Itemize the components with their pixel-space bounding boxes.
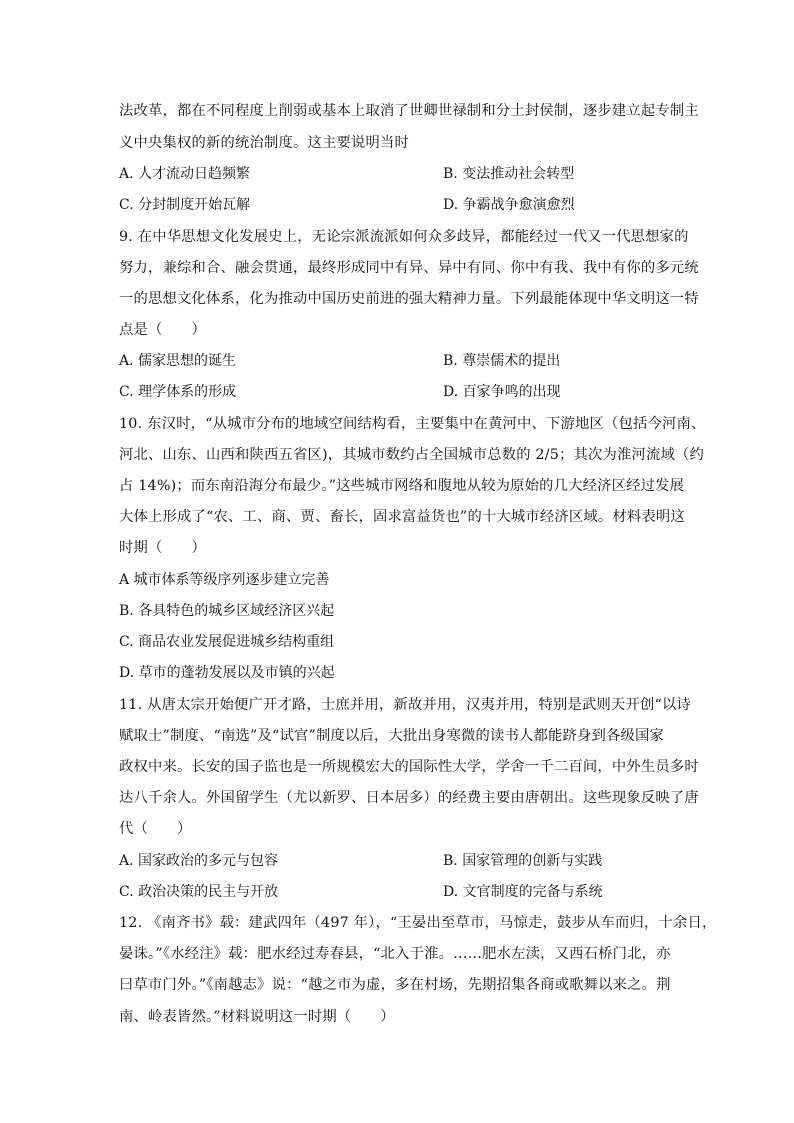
q11-option-d: D. 文官制度的完备与系统 xyxy=(443,884,603,900)
q10-option-b: B. 各具特色的城乡区域经济区兴起 xyxy=(119,603,335,619)
q9-option-b: B. 尊崇儒术的提出 xyxy=(443,353,561,369)
q8-option-b: B. 变法推动社会转型 xyxy=(443,166,575,182)
q11-option-b: B. 国家管理的创新与实践 xyxy=(443,853,603,869)
q11-line-1: 11. 从唐太宗开始便广开才路，士庶并用，新故并用，汉夷并用，特别是武则天开创“以诗 xyxy=(119,697,691,713)
q10-line-2: 河北、山东、山西和陕西五省区)，其城市数约占全国城市总数的 2/5；其次为淮河流域（约 xyxy=(119,447,705,463)
q12-line-4: 南、岭表皆然。”材料说明这一时期（ ） xyxy=(119,1009,395,1025)
q11-line-3: 政权中来。长安的国子监也是一所规模宏大的国际性大学，学舍一千二百间，中外生员多时 xyxy=(119,759,699,775)
q9-line-2: 努力，兼综和合、融会贯通，最终形成同中有异、异中有同、你中有我、我中有你的多元统 xyxy=(119,260,699,276)
q11-option-a: A. 国家政治的多元与包容 xyxy=(119,853,279,869)
q11-line-4: 达八千余人。外国留学生（尤以新罗、日本居多）的经费主要由唐朝出。这些现象反映了唐 xyxy=(119,790,699,806)
q10-option-c: C. 商品农业发展促进城乡结构重组 xyxy=(119,634,335,650)
q9-option-c: C. 理学体系的形成 xyxy=(119,384,237,400)
q8-line-1: 法改革，都在不同程度上削弱或基本上取消了世卿世禄制和分土封侯制，逐步建立起专制主 xyxy=(119,103,699,119)
q8-option-a: A. 人才流动日趋频繁 xyxy=(119,166,251,182)
q12-line-1: 12. 《南齐书》载：建武四年（497 年），“王晏出至草市，马惊走，鼓步从车而归，十余日， xyxy=(119,915,717,931)
q11-line-2: 赋取士”制度、“南选”及“试官”制度以后，大批出身寒微的读书人都能跻身到各级国家 xyxy=(119,728,664,744)
q8-line-2: 义中央集权的新的统治制度。这主要说明当时 xyxy=(119,135,409,151)
q8-option-d: D. 争霸战争愈演愈烈 xyxy=(443,197,575,213)
q9-line-1: 9. 在中华思想文化发展史上，无论宗派流派如何众多歧异，都能经过一代又一代思想家的 xyxy=(119,229,689,245)
q11-line-5: 代（ ） xyxy=(119,821,192,837)
q9-line-4: 点是（ ） xyxy=(119,322,206,338)
q9-line-3: 一的思想文化体系，化为推动中国历史前进的强大精神力量。下列最能体现中华文明这一特 xyxy=(119,291,699,307)
q12-line-2: 晏诛。”《水经注》载：肥水经过寿春县，“北入于淮。……肥水左渎，又西石桥门北，亦 xyxy=(119,946,671,962)
q10-line-3: 占 14%)；而东南沿海分布最少。”这些城市网络和腹地从较为原始的几大经济区经过发展 xyxy=(119,478,685,494)
q9-option-a: A. 儒家思想的诞生 xyxy=(119,353,237,369)
q11-option-c: C. 政治决策的民主与开放 xyxy=(119,884,279,900)
q10-line-5: 时期（ ） xyxy=(119,540,206,556)
q10-line-4: 大体上形成了“农、工、商、贾、畜长，固求富益货也”的十大城市经济区域。材料表明这 xyxy=(119,509,685,525)
q12-line-3: 曰草市门外。”《南越志》说：“越之市为虚，多在村场，先期招集各商或歌舞以来之。荆 xyxy=(119,977,671,993)
q10-option-a: A 城市体系等级序列逐步建立完善 xyxy=(119,572,330,588)
q10-line-1: 10. 东汉时，“从城市分布的地域空间结构看，主要集中在黄河中、下游地区（包括今河南、 xyxy=(119,416,706,432)
q9-option-d: D. 百家争鸣的出现 xyxy=(443,384,561,400)
q10-option-d: D. 草市的蓬勃发展以及市镇的兴起 xyxy=(119,665,335,681)
q8-option-c: C. 分封制度开始瓦解 xyxy=(119,197,251,213)
